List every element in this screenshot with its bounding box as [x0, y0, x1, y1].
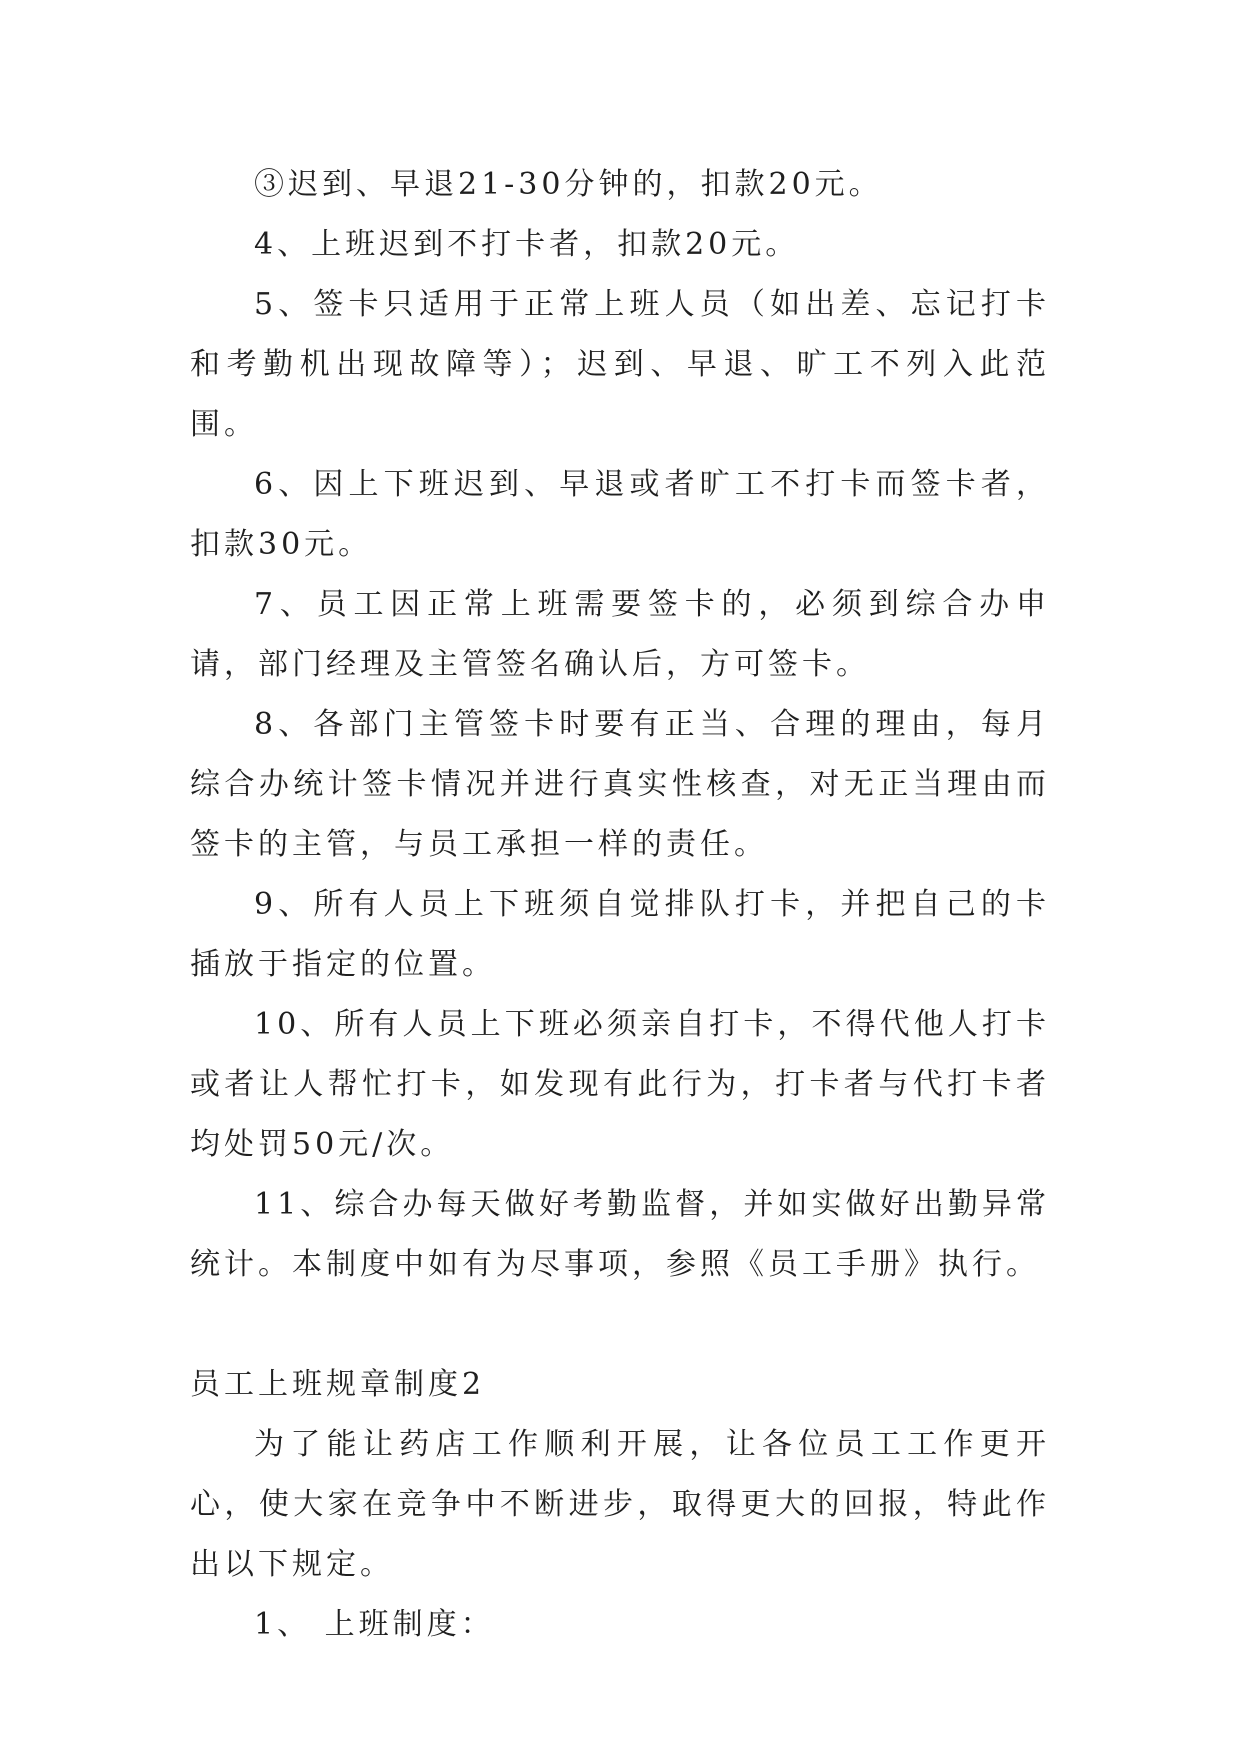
paragraph-rule-9: 9、所有人员上下班须自觉排队打卡，并把自己的卡插放于指定的位置。 [190, 887, 1050, 982]
paragraph-late-21-30: ③迟到、早退21-30分钟的，扣款20元。 [254, 167, 883, 202]
section-item-1: 1、 上班制度： [254, 1607, 495, 1642]
paragraph-rule-5: 5、签卡只适用于正常上班人员（如出差、忘记打卡和考勤机出现故障等）；迟到、早退、旷工不列入此范围。 [190, 287, 1050, 442]
paragraph-rule-6: 6、因上下班迟到、早退或者旷工不打卡而签卡者，扣款30元。 [190, 467, 1050, 562]
section-intro: 为了能让药店工作顺利开展，让各位员工工作更开心，使大家在竞争中不断进步，取得更大的回报，特此作出以下规定。 [190, 1427, 1050, 1582]
paragraph-rule-10: 10、所有人员上下班必须亲自打卡，不得代他人打卡或者让人帮忙打卡，如发现有此行为，打卡者与代打卡者均处罚50元/次。 [190, 1007, 1050, 1162]
document-body [190, 155, 1050, 1655]
paragraph-rule-8: 8、各部门主管签卡时要有正当、合理的理由，每月综合办统计签卡情况并进行真实性核查，对无正当理由而签卡的主管，与员工承担一样的责任。 [190, 707, 1050, 862]
section-title: 员工上班规章制度2 [190, 1367, 486, 1402]
paragraph-rule-7: 7、员工因正常上班需要签卡的，必须到综合办申请，部门经理及主管签名确认后，方可签卡。 [190, 587, 1050, 682]
paragraph-rule-11: 11、综合办每天做好考勤监督，并如实做好出勤异常统计。本制度中如有为尽事项，参照《员工手册》执行。 [190, 1187, 1050, 1282]
paragraph-rule-4: 4、上班迟到不打卡者，扣款20元。 [254, 227, 800, 262]
